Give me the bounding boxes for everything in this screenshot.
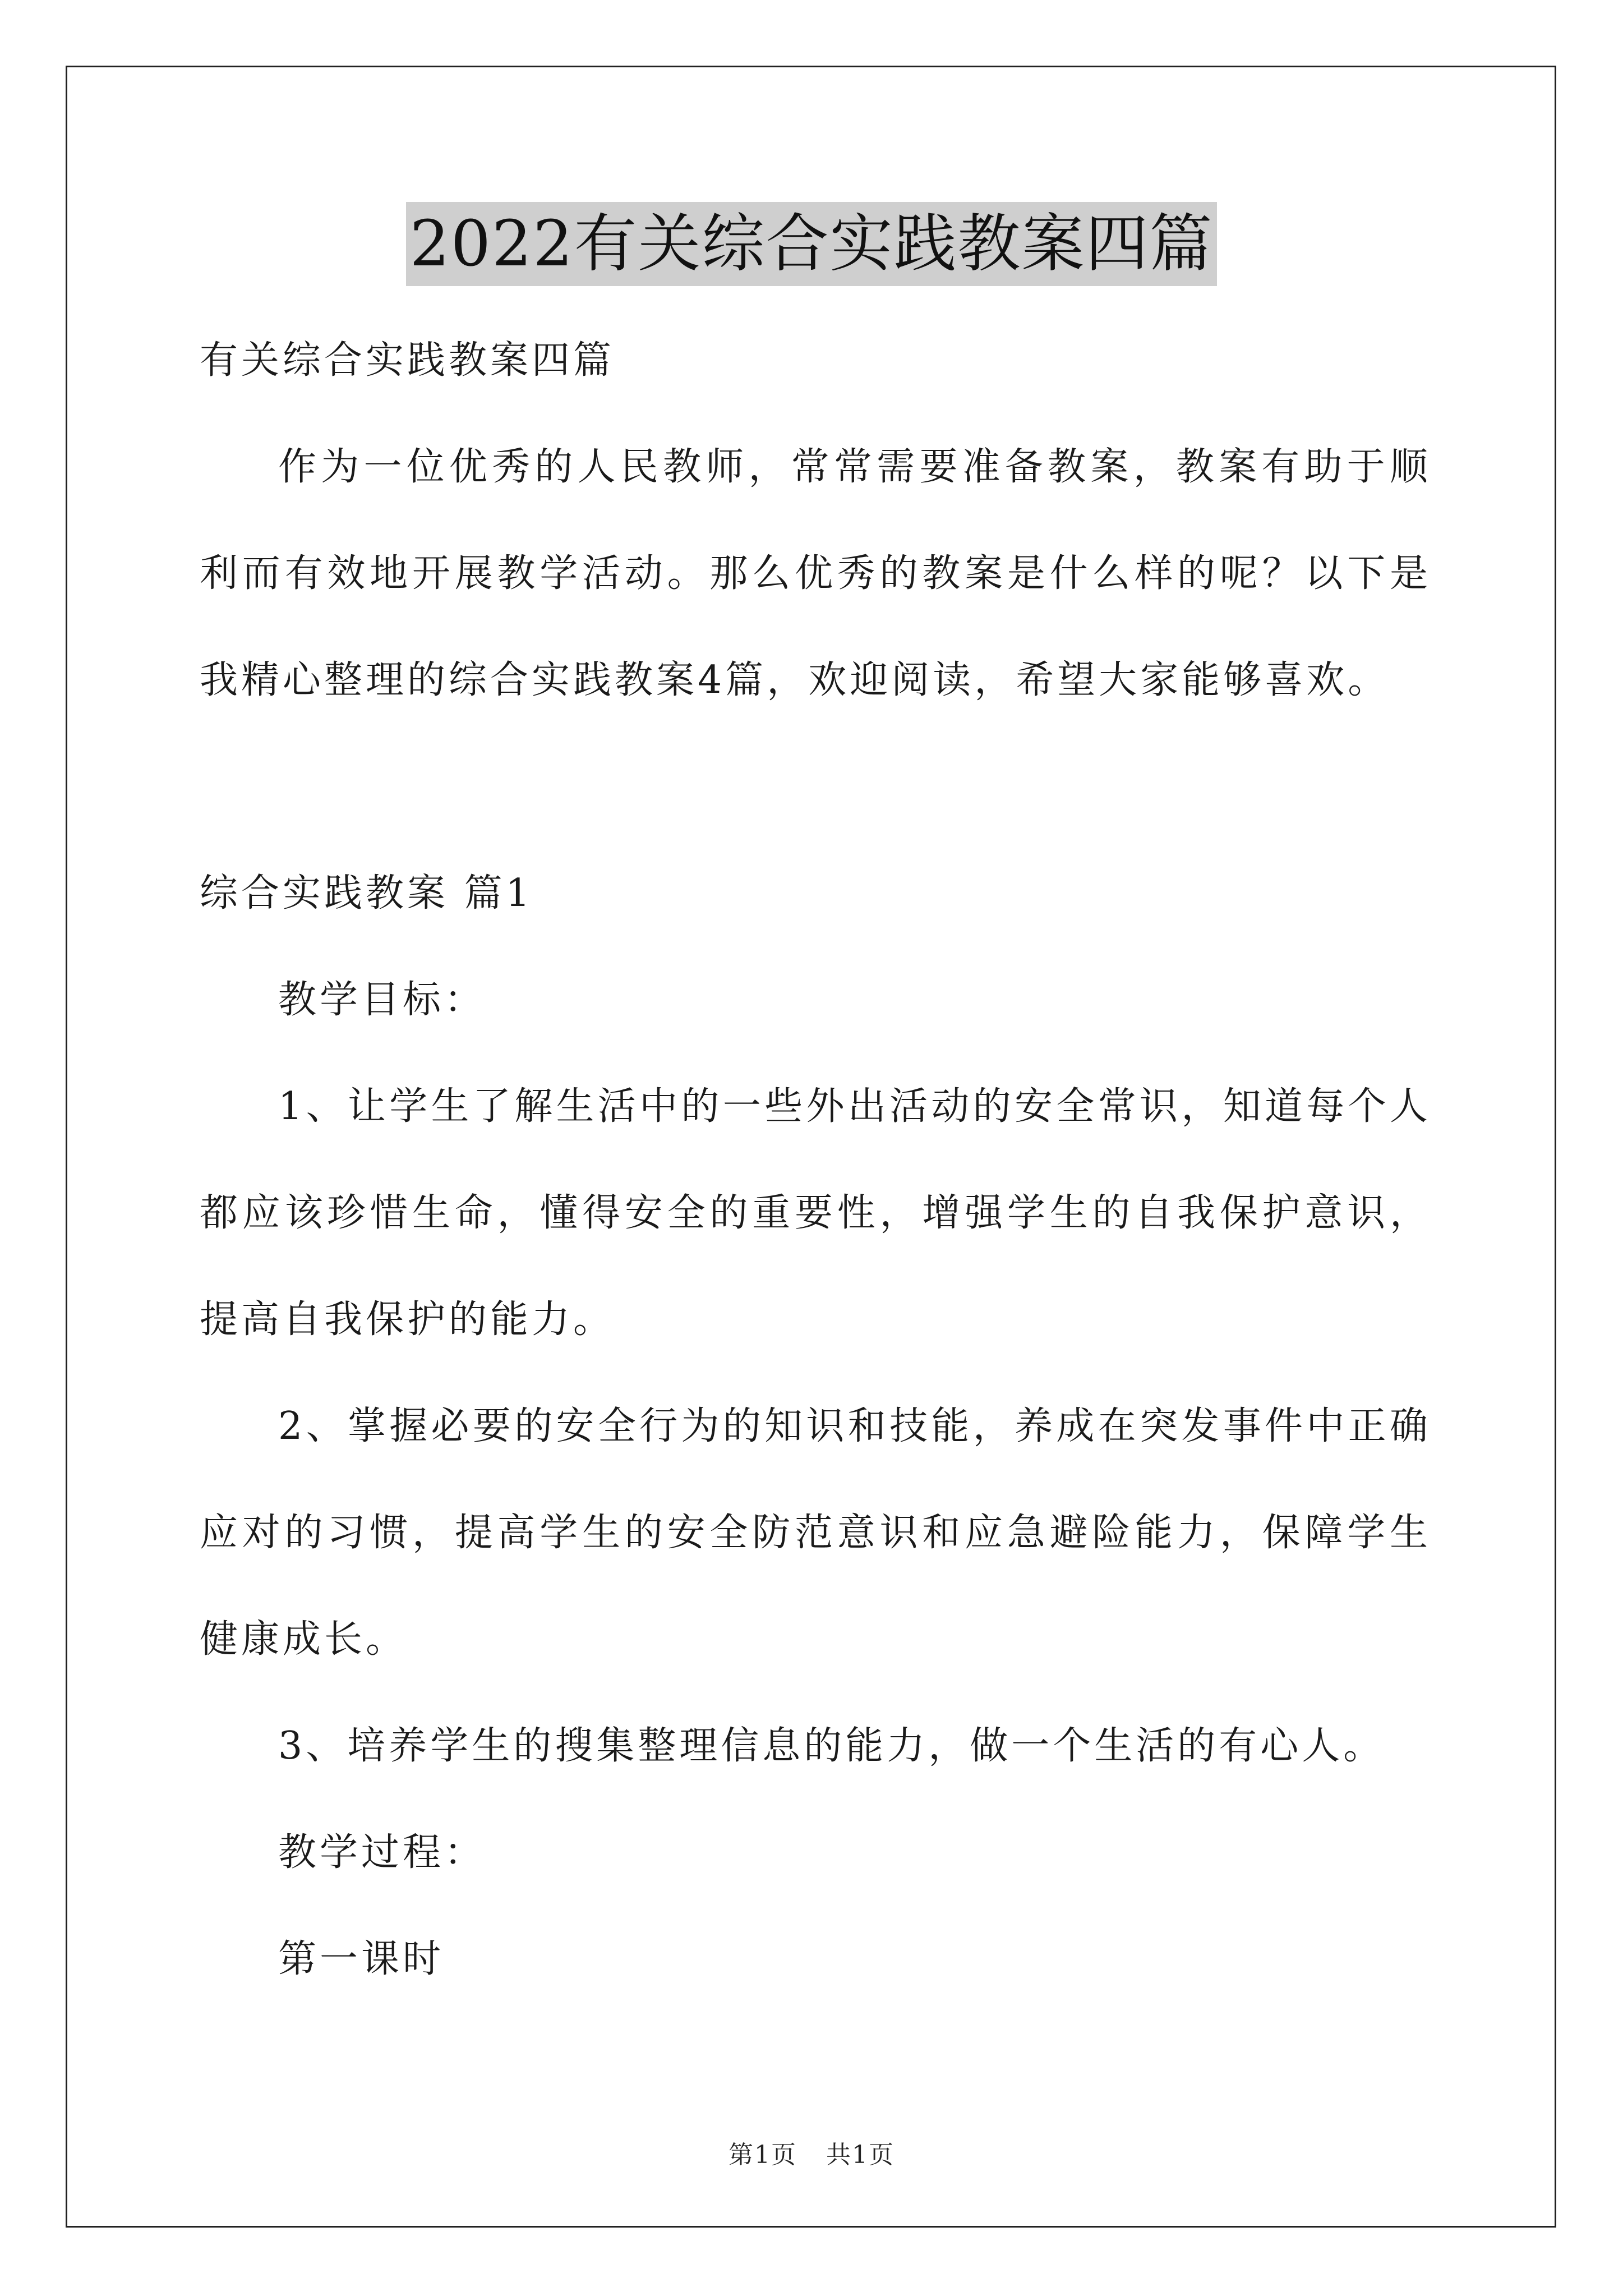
lesson-heading: 第一课时 [278, 1937, 445, 1981]
process-heading: 教学过程： [278, 1830, 486, 1875]
page-total: 共1页 [826, 2141, 895, 2169]
section-heading: 综合实践教案 篇1 [200, 871, 533, 915]
page-footer [0, 2134, 1623, 2170]
document-title: 2022有关综合实践教案四篇 [406, 202, 1216, 286]
blank-line [200, 734, 1431, 840]
objective-item-1: 1、让学生了解生活中的一些外出活动的安全常识，知道每个人都应该珍惜生命，懂得安全的重要性，增强学生的自我保护意识，提高自我保护的能力。 [200, 1084, 1431, 1342]
intro-paragraph: 作为一位优秀的人民教师，常常需要准备教案，教案有助于顺利而有效地开展教学活动。那么优秀的教案是什么样的呢？以下是我精心整理的综合实践教案4篇，欢迎阅读，希望大家能够喜欢。 [200, 445, 1431, 702]
document-body [200, 307, 1431, 2013]
subtitle-paragraph: 有关综合实践教案四篇 [200, 338, 615, 383]
objective-item-2: 2、掌握必要的安全行为的知识和技能，养成在突发事件中正确应对的习惯，提高学生的安全防范意识和应急避险能力，保障学生健康成长。 [200, 1404, 1431, 1662]
title-container [0, 202, 1623, 286]
objective-item-3: 3、培养学生的搜集整理信息的能力，做一个生活的有心人。 [278, 1724, 1385, 1768]
objectives-heading: 教学目标： [278, 978, 486, 1022]
page-number: 第1页 [728, 2141, 797, 2169]
